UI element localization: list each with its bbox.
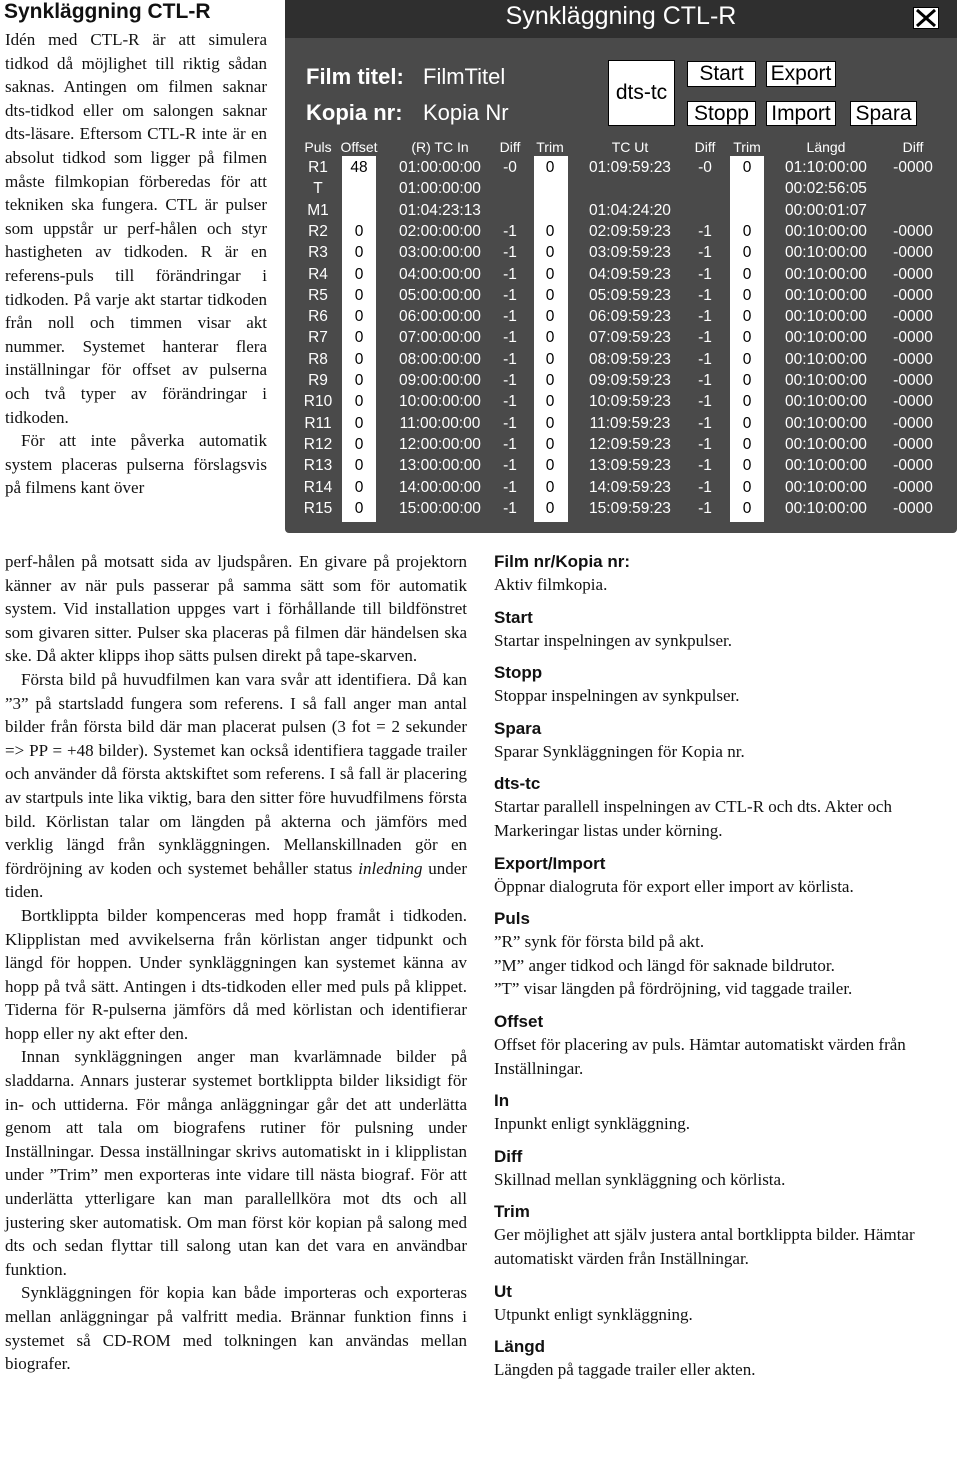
cell-tc-out: 15:09:59:23: [589, 499, 671, 517]
cell-diff-out: -1: [698, 457, 712, 475]
cell-puls: R4: [308, 265, 328, 283]
cell-tc-out: 11:09:59:23: [589, 414, 671, 432]
help-description: ”T” visar längden på fördröjning, vid taggade trailer.: [494, 979, 853, 999]
cell-trim-out[interactable]: 0: [742, 286, 752, 304]
cell-trim-out[interactable]: 0: [742, 159, 752, 176]
cell-diff-length: -0000: [893, 329, 933, 347]
column-header-diff-length: Diff: [902, 139, 924, 155]
table-row: [285, 391, 957, 412]
cell-length: 00:10:00:00: [785, 372, 867, 389]
cell-diff-in: -1: [503, 435, 517, 453]
cell-trim-in[interactable]: 0: [545, 499, 555, 517]
cell-tc-out: 12:09:59:23: [589, 435, 671, 453]
help-term: dts-tc: [494, 774, 541, 794]
cell-trim-in[interactable]: 0: [545, 414, 555, 432]
table-row: [285, 455, 957, 476]
cell-length: 00:10:00:00: [785, 350, 867, 368]
cell-puls: R7: [308, 329, 328, 347]
cell-tc-out: 01:09:59:23: [589, 159, 671, 176]
cell-diff-length: -0000: [893, 244, 933, 262]
table-row: [285, 349, 957, 370]
stop-button[interactable]: Stopp: [687, 101, 756, 126]
cell-diff-length: -0000: [893, 414, 933, 432]
cell-tc-out: 10:09:59:23: [589, 393, 671, 411]
table-row: [285, 434, 957, 455]
help-term: In: [494, 1091, 510, 1111]
cell-puls: R6: [308, 308, 328, 326]
cell-diff-in: -0: [503, 159, 517, 176]
cell-diff-in: -1: [503, 372, 517, 389]
cell-tc-out: 08:09:59:23: [589, 350, 671, 368]
help-term: Stopp: [494, 663, 543, 683]
cell-trim-out[interactable]: 0: [742, 350, 752, 368]
table-row: [285, 200, 957, 221]
cell-diff-out: -1: [698, 414, 712, 432]
cell-diff-out: -1: [698, 372, 712, 389]
help-description: Öppnar dialogruta för export eller import av körlista.: [494, 876, 854, 896]
cell-trim-in[interactable]: 0: [545, 435, 555, 453]
cell-tc-in: 06:00:00:00: [399, 308, 481, 326]
cell-puls: R1: [308, 159, 328, 176]
cell-length: 00:02:56:05: [785, 180, 867, 198]
cell-diff-length: -0000: [893, 393, 933, 411]
help-description: Sparar Synkläggningen för Kopia nr.: [494, 741, 745, 761]
cell-diff-length: -0000: [893, 159, 933, 176]
cell-diff-length: -0000: [893, 286, 933, 304]
cell-trim-out[interactable]: 0: [742, 372, 752, 389]
body-paragraph-1: perf-hålen på motsatt sida av ljudspåren. En givare på projektorn känner av när puls passerar på samma sätt som för automatik system. Vid installation uppges vart i förhållande till bildfönstret som givaren sitter. Pulser ska placeras på filmen där händelsen ska ske. Då akter klipps ihop sätts pulsen direkt på tape-skarven.: [5, 552, 467, 666]
panel-title: Synkläggning CTL-R: [505, 2, 737, 30]
body-paragraph-2: Första bild på huvudfilmen kan vara svår att identifiera. Då kan ”3” på startsladd fungera som referens. I så fall anger man antal bilder från första bild där man placerat pulsen (3 fot = 2 sekunder => PP = +48 bilder). Systemet kan också identifiera taggade trailer och använder då första aktskiftet som referens. I så fall är placering av startpuls inte lika viktig, bara den sitter före huvudfilmens första bild. Körlistan talar om längden på akterna och jämförs med verklig längd från synkläggningen. Mellanskillnaden gör en fördröjning av koden och systemet behåller status inledning under tiden.: [5, 669, 468, 902]
cell-puls: R12: [303, 435, 333, 453]
copy-number-label: Kopia nr:: [306, 100, 403, 125]
cell-offset[interactable]: 0: [354, 372, 364, 389]
cell-length: 00:10:00:00: [785, 286, 867, 304]
cell-offset[interactable]: 0: [354, 457, 364, 475]
help-description: Inpunkt enligt synkläggning.: [494, 1114, 690, 1134]
cell-tc-out: 06:09:59:23: [589, 308, 671, 326]
help-term: Offset: [494, 1011, 544, 1031]
help-item: [494, 607, 960, 653]
cell-diff-length: -0000: [893, 372, 933, 389]
cell-trim-in[interactable]: 0: [545, 222, 555, 240]
close-button[interactable]: [913, 7, 939, 29]
cell-diff-length: -0000: [893, 499, 933, 517]
table-row: [285, 413, 957, 434]
cell-tc-in: 01:04:23:13: [399, 201, 481, 219]
film-title-label: Film titel:: [306, 64, 404, 89]
help-item: [494, 551, 960, 597]
cell-length: 00:10:00:00: [785, 222, 867, 240]
body-paragraph-5: Synkläggningen för kopia kan både importeras och exporteras mellan anläggningar på valfritt media. Brännar funktion finns i systemet så CD-ROM med tolkningen kan användas mellan biografer.: [5, 1283, 467, 1374]
cell-diff-out: -1: [698, 350, 712, 368]
cell-length: 00:10:00:00: [785, 308, 867, 326]
cell-trim-in[interactable]: 0: [545, 350, 555, 368]
cell-tc-out: 09:09:59:23: [589, 372, 671, 389]
cell-offset[interactable]: 0: [354, 222, 364, 240]
cell-tc-out: 05:09:59:23: [589, 286, 671, 304]
cell-diff-out: -1: [698, 435, 712, 453]
cell-trim-in[interactable]: 0: [545, 265, 555, 283]
cell-diff-length: -0000: [893, 457, 933, 475]
help-item: [494, 718, 960, 764]
table-row: [285, 221, 957, 242]
cell-diff-in: -1: [503, 414, 517, 432]
column-header-length: Längd: [806, 139, 846, 155]
help-term: Längd: [494, 1337, 545, 1357]
cell-diff-length: -0000: [893, 265, 933, 283]
help-item: [494, 773, 960, 842]
cell-diff-out: -1: [698, 393, 712, 411]
cell-tc-in: 07:00:00:00: [399, 329, 481, 347]
cell-diff-in: -1: [503, 499, 517, 517]
help-description: ”R” synk för första bild på akt.: [494, 932, 705, 952]
help-description: Aktiv filmkopia.: [494, 575, 608, 594]
cell-diff-in: -1: [503, 308, 517, 326]
column-header-diff-out: Diff: [694, 139, 716, 155]
cell-puls: R2: [308, 222, 328, 240]
cell-offset[interactable]: 0: [354, 308, 364, 326]
cell-tc-out: 01:04:24:20: [589, 201, 671, 219]
cell-length: 01:10:00:00: [785, 159, 867, 176]
help-term: Export/Import: [494, 853, 606, 873]
cell-diff-length: -0000: [893, 478, 933, 496]
cell-puls: R9: [308, 372, 328, 389]
cell-diff-length: -0000: [893, 435, 933, 453]
cell-trim-out[interactable]: 0: [742, 414, 752, 432]
help-term: Trim: [494, 1202, 530, 1222]
help-term: Start: [494, 607, 533, 627]
cell-trim-out[interactable]: 0: [742, 244, 752, 262]
cell-diff-out: -0: [698, 159, 712, 176]
intro-paragraph-2: För att inte påverka automatik system placeras pulserna förslagsvis på filmens kant över: [5, 431, 267, 498]
body-paragraph-3: Bortklippta bilder kompenceras med hopp framåt i tidkoden. Klipplistan med avvikelserna från körlistan anger tidpunkt och längd för hoppen. Under synkläggningen kan systemet känna av hopp på två sätt. Antingen i dts-tidkoden eller med puls på klippet. Tiderna för R-pulserna jämförs då med körlistan och identifierar hopp eller ny akt efter den.: [5, 905, 467, 1043]
help-description: Offset för placering av puls. Hämtar automatiskt värden från Inställningar.: [494, 1034, 906, 1078]
cell-diff-in: -1: [503, 222, 517, 240]
panel-titlebar: [285, 0, 957, 38]
cell-puls: T: [313, 180, 323, 198]
cell-diff-length: -0000: [893, 350, 933, 368]
sync-panel: [285, 0, 957, 533]
export-button[interactable]: Export: [766, 61, 836, 87]
help-description: Skillnad mellan synkläggning och körlista.: [494, 1169, 786, 1189]
help-description: Längden på taggade trailer eller akten.: [494, 1360, 756, 1380]
table-header: [285, 139, 957, 157]
column-header-tc-in: (R) TC In: [411, 139, 469, 155]
cell-diff-in: -1: [503, 350, 517, 368]
cell-tc-out: 13:09:59:23: [589, 457, 671, 475]
table-row: [285, 306, 957, 327]
help-item: [494, 662, 960, 708]
help-description: Startar inspelningen av synkpulser.: [494, 630, 732, 650]
import-button[interactable]: Import: [766, 101, 836, 126]
cell-offset[interactable]: 0: [354, 478, 364, 496]
cell-length: 00:10:00:00: [785, 457, 867, 475]
help-item: [494, 908, 960, 1001]
cell-puls: M1: [307, 201, 329, 219]
cell-tc-in: 01:00:00:00: [399, 159, 481, 176]
cell-trim-in[interactable]: 0: [545, 457, 555, 475]
dts-tc-button[interactable]: dts-tc: [608, 60, 675, 126]
cell-diff-out: -1: [698, 499, 712, 517]
document-title: Synkläggning CTL-R: [4, 0, 211, 23]
cell-trim-out[interactable]: 0: [742, 435, 752, 453]
cell-tc-out: 04:09:59:23: [589, 265, 671, 283]
cell-trim-in[interactable]: 0: [545, 372, 555, 389]
cell-trim-in[interactable]: 0: [545, 244, 555, 262]
table-row: [285, 327, 957, 348]
help-term: Ut: [494, 1281, 512, 1301]
cell-tc-in: 01:00:00:00: [399, 180, 481, 198]
cell-diff-length: -0000: [893, 308, 933, 326]
cell-length: 00:10:00:00: [785, 329, 867, 347]
cell-length: 00:10:00:00: [785, 393, 867, 411]
film-title-value: FilmTitel: [423, 64, 506, 89]
cell-offset[interactable]: 48: [350, 159, 368, 176]
cell-tc-in: 08:00:00:00: [399, 350, 481, 368]
help-item: [494, 853, 960, 899]
cell-trim-out[interactable]: 0: [742, 329, 752, 347]
cell-puls: R11: [304, 414, 332, 432]
cell-trim-out[interactable]: 0: [742, 265, 752, 283]
cell-trim-out[interactable]: 0: [742, 393, 752, 411]
table-row: [285, 242, 957, 263]
cell-diff-in: -1: [503, 393, 517, 411]
cell-offset[interactable]: 0: [354, 265, 364, 283]
cell-offset[interactable]: 0: [354, 393, 364, 411]
cell-length: 00:10:00:00: [785, 244, 867, 262]
cell-diff-in: -1: [503, 244, 517, 262]
cell-tc-in: 04:00:00:00: [399, 265, 481, 283]
cell-puls: R5: [308, 286, 328, 304]
cell-tc-in: 12:00:00:00: [399, 435, 481, 453]
column-header-offset: Offset: [340, 139, 378, 155]
help-description: Ger möjlighet att själv justera antal bortklippta bilder. Hämtar automatiskt värden från Inställningar.: [494, 1225, 915, 1268]
cell-diff-out: -1: [698, 308, 712, 326]
cell-tc-in: 11:00:00:00: [399, 414, 481, 432]
help-item: [494, 1201, 960, 1270]
help-description: Stoppar inspelningen av synkpulser.: [494, 686, 740, 706]
intro-text: [5, 28, 267, 500]
cell-length: 00:10:00:00: [785, 499, 867, 517]
cell-length: 00:10:00:00: [785, 478, 867, 496]
help-description: Startar parallell inspelningen av CTL-R och dts. Akter och Markeringar listas under körning.: [494, 797, 892, 840]
help-item: [494, 1281, 960, 1327]
help-item: [494, 1011, 960, 1080]
help-item: [494, 1090, 960, 1136]
help-term: Spara: [494, 718, 542, 738]
cell-tc-in: 13:00:00:00: [399, 457, 481, 475]
help-item: [494, 1336, 960, 1382]
cell-tc-in: 14:00:00:00: [399, 478, 481, 496]
table-row: [285, 477, 957, 498]
cell-diff-out: -1: [698, 329, 712, 347]
help-description: Utpunkt enligt synkläggning.: [494, 1304, 693, 1324]
cell-puls: R14: [303, 478, 333, 496]
start-button[interactable]: Start: [687, 61, 756, 87]
cell-diff-in: -1: [503, 457, 517, 475]
cell-puls: R8: [308, 350, 328, 368]
help-description: ”M” anger tidkod och längd för saknade bildrutor.: [494, 955, 835, 975]
cell-trim-out[interactable]: 0: [742, 222, 752, 240]
table-row: [285, 285, 957, 306]
cell-puls: R3: [308, 244, 328, 262]
close-icon: [914, 8, 938, 28]
cell-offset[interactable]: 0: [354, 329, 364, 347]
column-header-diff-in: Diff: [499, 139, 521, 155]
cell-offset[interactable]: 0: [354, 286, 364, 304]
cell-trim-in[interactable]: 0: [545, 286, 555, 304]
cell-diff-in: -1: [503, 329, 517, 347]
cell-trim-out[interactable]: 0: [742, 499, 752, 517]
table-row: [285, 370, 957, 391]
cell-tc-out: 07:09:59:23: [589, 329, 671, 347]
table-row: [285, 264, 957, 285]
cell-diff-out: -1: [698, 265, 712, 283]
intro-paragraph-1: Idén med CTL-R är att simulera tidkod då möjlighet till riktig sådan saknas. Antingen om filmen saknar dts-tidkod eller om salongen saknar dts-läsare. Eftersom CTL-R inte är en absolut tidkod som ligger på filmen måste filmkopian förberedas för att tekniken ska fungera. CTL är pulser som uppstår ur perf-hålen och styr hastigheten av tidkoden. R är en referens-puls till förändringar i tidkoden. På varje akt startar tidkoden från noll och timmen visar akt nummer. Systemet hanterar flera inställningar för offset av pulserna och två typer av förändringar i tidkoden.: [5, 30, 267, 427]
cell-offset[interactable]: 0: [354, 499, 364, 517]
help-list: [494, 551, 960, 1392]
cell-trim-in[interactable]: 0: [545, 329, 555, 347]
cell-trim-out[interactable]: 0: [742, 308, 752, 326]
cell-diff-out: -1: [698, 244, 712, 262]
cell-offset[interactable]: 0: [354, 350, 364, 368]
cell-diff-out: -1: [698, 478, 712, 496]
save-button[interactable]: Spara: [850, 101, 917, 126]
cell-tc-out: 02:09:59:23: [589, 222, 671, 240]
body-italic-word: inledning: [358, 858, 423, 878]
table-row: [285, 157, 957, 178]
cell-tc-in: 09:00:00:00: [399, 372, 481, 389]
cell-tc-in: 03:00:00:00: [399, 244, 481, 262]
table-row: [285, 498, 957, 519]
cell-diff-in: -1: [503, 478, 517, 496]
cell-diff-in: -1: [503, 286, 517, 304]
cell-length: 00:10:00:00: [785, 414, 867, 432]
cell-puls: R13: [303, 457, 333, 475]
cell-trim-in[interactable]: 0: [545, 478, 555, 496]
help-term: Film nr/Kopia nr:: [494, 552, 630, 571]
cell-tc-out: 14:09:59:23: [589, 478, 671, 496]
help-item: [494, 1146, 960, 1192]
cell-puls: R15: [303, 499, 333, 517]
column-header-trim-out: Trim: [733, 139, 761, 155]
cell-trim-out[interactable]: 0: [742, 478, 752, 496]
cell-trim-in[interactable]: 0: [545, 308, 555, 326]
table-row: [285, 178, 957, 199]
cell-diff-out: -1: [698, 222, 712, 240]
copy-number-value: Kopia Nr: [423, 100, 509, 125]
help-term: Diff: [494, 1146, 523, 1166]
cell-diff-in: -1: [503, 265, 517, 283]
cell-trim-out[interactable]: 0: [742, 457, 752, 475]
cell-puls: R10: [303, 393, 333, 411]
cell-diff-length: -0000: [893, 222, 933, 240]
cell-offset[interactable]: 0: [354, 435, 364, 453]
column-header-trim-in: Trim: [536, 139, 564, 155]
cell-tc-in: 05:00:00:00: [399, 286, 481, 304]
cell-tc-out: 03:09:59:23: [589, 244, 671, 262]
cell-tc-in: 10:00:00:00: [399, 393, 481, 411]
body-text: [5, 550, 467, 1376]
cell-diff-out: -1: [698, 286, 712, 304]
cell-trim-in[interactable]: 0: [545, 159, 555, 176]
body-paragraph-4: Innan synkläggningen anger man kvarlämnade bilder på sladdarna. Annars justerar systemet bortklippta bilder liksidigt för in- och uttiderna. För många anläggningar går det att underlätta genom att tala om biografens rutiner för pulsning under Inställningar. Dessa inställningar skrivs automatiskt in i klipplistan under ”Trim” men exporteras inte vidare till nästa biograf. För att underlätta ytterligare kan man parallellköra mot dts och all justering sker automatisk. Om man först kör kopian på salong med dts och sedan flyttar till salong utan kan det vara en användbar funktion.: [5, 1047, 467, 1279]
cell-trim-in[interactable]: 0: [545, 393, 555, 411]
cell-offset[interactable]: 0: [354, 414, 364, 432]
cell-length: 00:10:00:00: [785, 435, 867, 453]
cell-offset[interactable]: 0: [354, 244, 364, 262]
help-term: Puls: [494, 909, 530, 929]
cell-length: 00:10:00:00: [785, 265, 867, 283]
cell-tc-in: 02:00:00:00: [399, 222, 481, 240]
column-header-puls: Puls: [304, 139, 332, 155]
column-header-tc-out: TC Ut: [611, 139, 649, 155]
cell-tc-in: 15:00:00:00: [399, 499, 481, 517]
cell-length: 00:00:01:07: [785, 201, 867, 219]
